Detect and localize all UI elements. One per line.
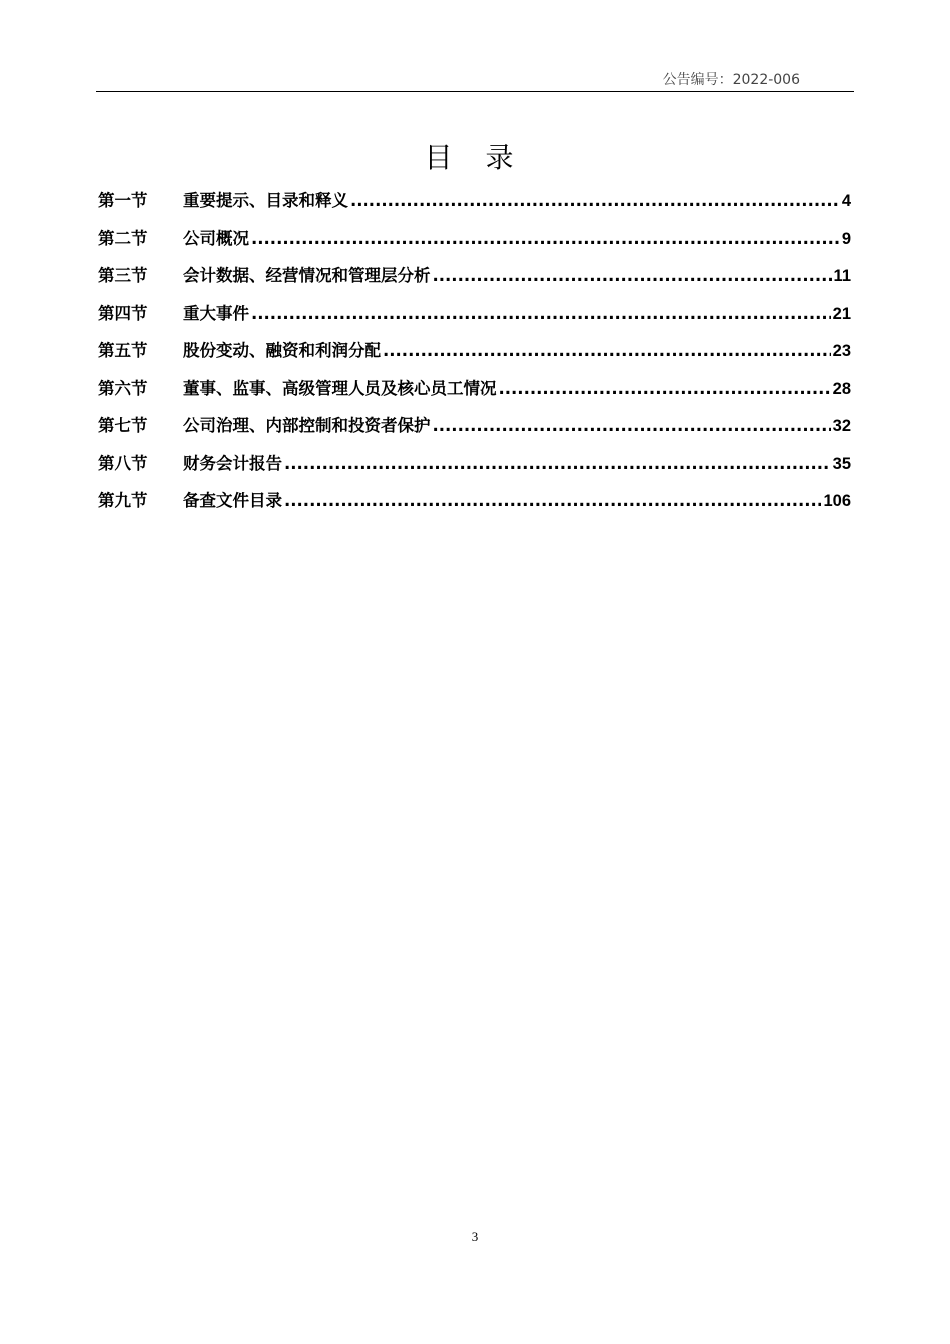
notice-number: 公告编号：2022-006 — [662, 72, 800, 88]
toc-section-label: 第一节 — [98, 191, 148, 210]
toc-dot-leader — [433, 261, 832, 291]
toc-section-label: 第四节 — [98, 303, 148, 323]
toc-heading: 财务会计报告 — [183, 453, 282, 473]
toc-dot-leader — [499, 374, 831, 404]
toc-page-number: 9 — [841, 229, 851, 248]
toc-page-number: 32 — [832, 417, 851, 435]
toc-entry-6[interactable] — [98, 374, 851, 412]
toc-dot-leader — [251, 299, 831, 329]
toc-heading: 股份变动、融资和利润分配 — [183, 341, 381, 360]
toc-entry-7[interactable] — [98, 411, 851, 449]
toc-entry-8[interactable] — [98, 449, 851, 487]
page-number: 3 — [471, 1229, 479, 1244]
toc-section-label: 第三节 — [98, 266, 148, 285]
toc-title: 目 录 — [424, 141, 526, 174]
toc-dot-leader — [284, 449, 831, 479]
toc-entry-2[interactable] — [98, 224, 851, 262]
toc-heading: 公司治理、内部控制和投资者保护 — [183, 416, 431, 435]
toc-page-number: 23 — [832, 342, 851, 360]
toc-entry-4[interactable] — [98, 299, 851, 337]
toc-heading: 备查文件目录 — [183, 491, 282, 510]
header-divider — [96, 91, 854, 92]
toc-heading: 董事、监事、高级管理人员及核心员工情况 — [183, 378, 497, 398]
toc-page-number: 4 — [841, 192, 851, 210]
toc-page-number: 28 — [832, 379, 851, 398]
toc-heading: 会计数据、经营情况和管理层分析 — [183, 266, 431, 285]
toc-page-number: 21 — [832, 304, 851, 323]
toc-section-label: 第五节 — [98, 341, 148, 360]
toc-entry-5[interactable] — [98, 336, 851, 374]
toc-dot-leader — [284, 486, 821, 516]
toc-entry-1[interactable] — [98, 186, 851, 224]
toc-dot-leader — [383, 336, 831, 366]
toc-section-label: 第九节 — [98, 491, 148, 510]
toc-heading: 重大事件 — [183, 303, 249, 323]
toc-dot-leader — [433, 411, 831, 441]
toc-section-label: 第二节 — [98, 228, 148, 248]
toc-entry-3[interactable] — [98, 261, 851, 299]
toc-entry-9[interactable] — [98, 486, 851, 524]
toc-heading: 重要提示、目录和释义 — [183, 191, 348, 210]
toc-page-number: 106 — [823, 492, 851, 510]
toc-section-label: 第八节 — [98, 453, 148, 473]
toc-dot-leader — [350, 186, 840, 216]
toc-page-number: 11 — [833, 267, 851, 285]
toc-section-label: 第六节 — [98, 378, 148, 398]
toc-dot-leader — [251, 224, 840, 254]
toc-page-number: 35 — [832, 454, 851, 473]
toc-section-label: 第七节 — [98, 416, 148, 435]
table-of-contents — [98, 186, 851, 524]
toc-heading: 公司概况 — [183, 228, 249, 248]
